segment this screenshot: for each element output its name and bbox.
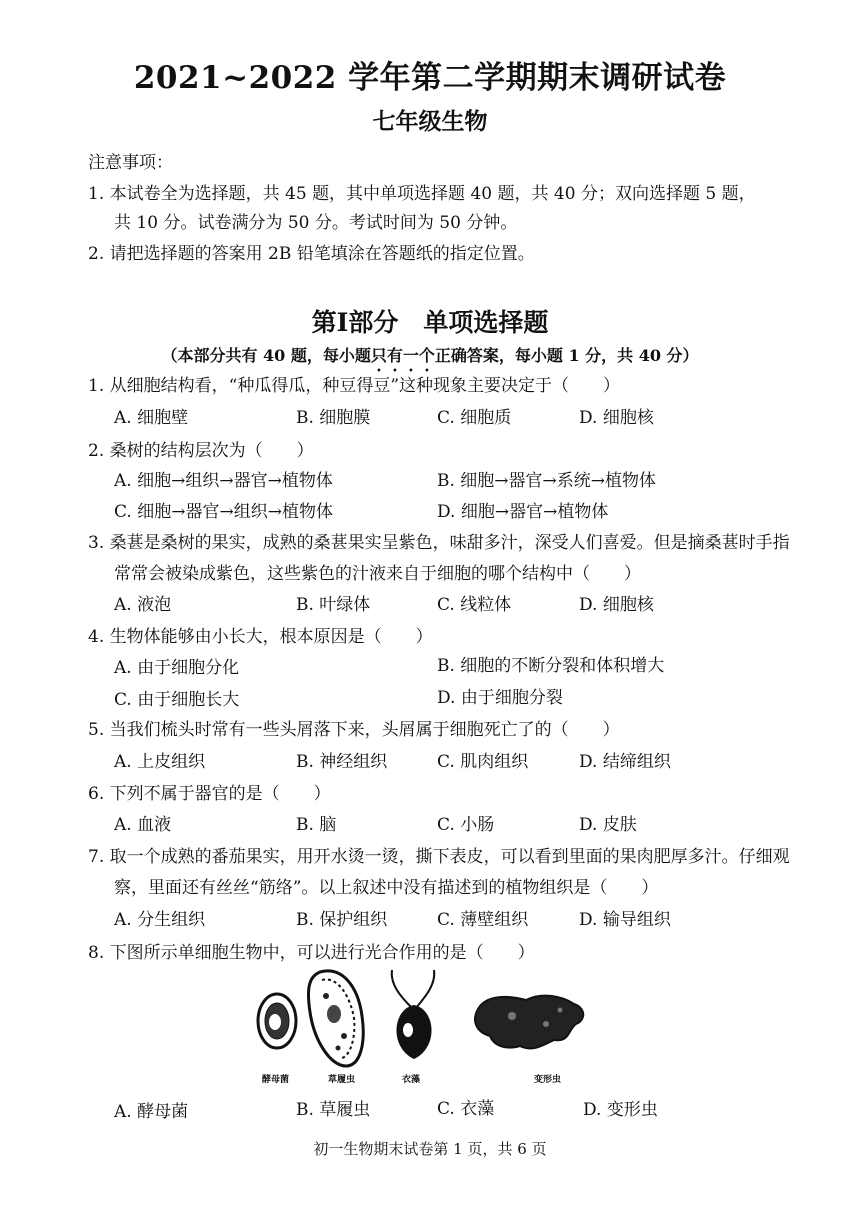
organisms-illustration bbox=[250, 966, 590, 1070]
question-6-option-b: B. 脑 bbox=[296, 815, 337, 835]
question-7-stem: 7. 取一个成熟的番茄果实，用开水烫一烫，撕下表皮，可以看到里面的果肉肥厚多汁。仔细观 bbox=[88, 847, 790, 867]
question-3-option-a: A. 液泡 bbox=[114, 595, 172, 615]
question-2-option-c: C. 细胞→器官→组织→植物体 bbox=[114, 502, 333, 522]
question-2-stem: 2. 桑树的结构层次为（ ） bbox=[88, 441, 314, 461]
exam-subtitle: 七年级生物 bbox=[372, 108, 488, 135]
question-6-option-d: D. 皮肤 bbox=[579, 815, 637, 835]
figure-label-amoeba: 变形虫 bbox=[534, 1075, 562, 1085]
question-2-option-b: B. 细胞→器官→系统→植物体 bbox=[437, 471, 657, 491]
question-3-stem-cont: 常常会被染成紫色，这些紫色的汁液来自于细胞的哪个结构中（ ） bbox=[114, 564, 641, 584]
question-3-option-d: D. 细胞核 bbox=[579, 595, 654, 615]
question-7-option-a: A. 分生组织 bbox=[114, 910, 206, 930]
exam-title: 2021~2022 学年第二学期期末调研试卷 bbox=[133, 60, 727, 96]
notice-item-1: 1. 本试卷全为选择题，共 45 题，其中单项选择题 40 题，共 40 分；双向选择题 5 题， bbox=[88, 184, 756, 204]
question-5-option-a: A. 上皮组织 bbox=[114, 752, 206, 772]
question-8-stem: 8. 下图所示单细胞生物中，可以进行光合作用的是（ ） bbox=[88, 943, 535, 963]
question-8-option-b: B. 草履虫 bbox=[296, 1100, 371, 1120]
chlamydomonas-drawing bbox=[392, 970, 435, 1058]
question-7-option-d: D. 输导组织 bbox=[579, 910, 671, 930]
section-note bbox=[0, 343, 860, 375]
question-2-option-d: D. 细胞→器官→植物体 bbox=[437, 502, 609, 522]
question-8-option-c: C. 衣藻 bbox=[437, 1099, 495, 1119]
question-5-stem: 5. 当我们梳头时常有一些头屑落下来，头屑属于细胞死亡了的（ ） bbox=[88, 720, 620, 740]
section-note-after: 正确答案，每小题 1 分，共 40 分） bbox=[434, 346, 699, 365]
notice-item-2: 2. 请把选择题的答案用 2B 铅笔填涂在答题纸的指定位置。 bbox=[88, 244, 535, 264]
notice-item-1-cont: 共 10 分。试卷满分为 50 分。考试时间为 50 分钟。 bbox=[114, 213, 518, 233]
question-8-option-a: A. 酵母菌 bbox=[114, 1102, 189, 1122]
paramecium-drawing bbox=[308, 971, 363, 1066]
question-3-option-b: B. 叶绿体 bbox=[296, 595, 371, 615]
question-4-option-b: B. 细胞的不断分裂和体积增大 bbox=[437, 656, 665, 676]
question-7-option-b: B. 保护组织 bbox=[296, 910, 388, 930]
question-3-option-c: C. 线粒体 bbox=[437, 595, 512, 615]
question-6-stem: 6. 下列不属于器官的是（ ） bbox=[88, 784, 331, 804]
question-1-option-c: C. 细胞质 bbox=[437, 408, 512, 428]
notice-heading: 注意事项： bbox=[88, 153, 173, 173]
section-note-emphasis: 只有一个 bbox=[370, 346, 435, 365]
figure-label-paramecium: 草履虫 bbox=[328, 1075, 356, 1085]
question-5-option-b: B. 神经组织 bbox=[296, 752, 388, 772]
question-1-option-b: B. 细胞膜 bbox=[296, 408, 371, 428]
question-6-option-a: A. 血液 bbox=[114, 815, 172, 835]
section-note-before: （本部分共有 40 题，每小题 bbox=[161, 346, 371, 365]
question-2-option-a: A. 细胞→组织→器官→植物体 bbox=[114, 471, 333, 491]
organisms-figure bbox=[250, 966, 590, 1088]
question-5-option-c: C. 肌肉组织 bbox=[437, 752, 529, 772]
amoeba-drawing bbox=[475, 996, 583, 1049]
question-6-option-c: C. 小肠 bbox=[437, 815, 495, 835]
question-5-option-d: D. 结缔组织 bbox=[579, 752, 671, 772]
question-1-option-d: D. 细胞核 bbox=[579, 408, 654, 428]
figure-label-chlamydomonas: 衣藻 bbox=[402, 1075, 421, 1085]
page-footer: 初一生物期末试卷第 1 页，共 6 页 bbox=[313, 1140, 547, 1158]
question-4-option-c: C. 由于细胞长大 bbox=[114, 690, 240, 710]
question-4-stem: 4. 生物体能够由小长大，根本原因是（ ） bbox=[88, 627, 433, 647]
question-1-option-a: A. 细胞壁 bbox=[114, 408, 189, 428]
section-title: 第Ⅰ部分 单项选择题 bbox=[311, 308, 549, 337]
yeast-drawing bbox=[258, 994, 296, 1048]
question-7-stem-cont: 察，里面还有丝丝“筋络”。以上叙述中没有描述到的植物组织是（ ） bbox=[114, 878, 659, 898]
question-1-stem: 1. 从细胞结构看，“种瓜得瓜，种豆得豆”这种现象主要决定于（ ） bbox=[88, 376, 621, 396]
question-8-option-d: D. 变形虫 bbox=[583, 1100, 658, 1120]
question-4-option-a: A. 由于细胞分化 bbox=[114, 658, 240, 678]
question-7-option-c: C. 薄壁组织 bbox=[437, 910, 529, 930]
figure-label-yeast: 酵母菌 bbox=[262, 1075, 290, 1085]
question-4-option-d: D. 由于细胞分裂 bbox=[437, 688, 563, 708]
question-3-stem: 3. 桑葚是桑树的果实，成熟的桑葚果实呈紫色，味甜多汁，深受人们喜爱。但是摘桑葚时手指 bbox=[88, 533, 790, 553]
